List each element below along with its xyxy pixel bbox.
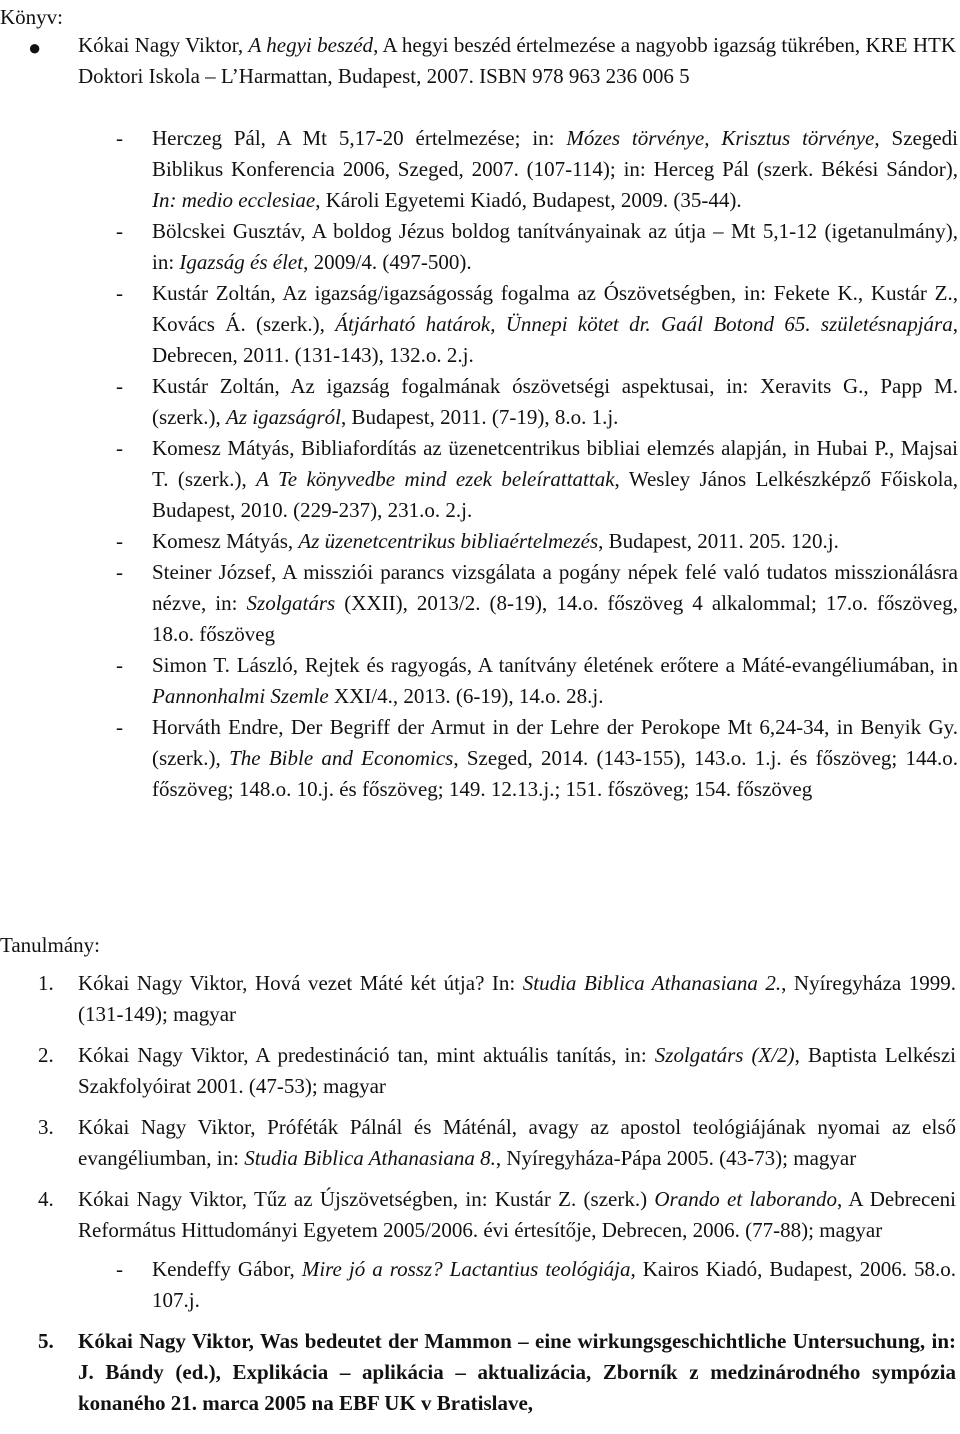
text: , Nyíregyháza 1999. (131-149); magyar — [78, 971, 956, 1026]
text: Kókai Nagy Viktor, Próféták Pálnál és Máténál, avagy az apostol teológiájának nyomai az első evangéliumban, in: — [78, 1115, 956, 1170]
title-italic: Orando et laborando — [654, 1187, 838, 1211]
list-item — [78, 371, 958, 433]
text: , Károli Egyetemi Kiadó, Budapest, 2009. (35-44). — [315, 188, 742, 212]
list-item — [78, 278, 958, 371]
title-italic: A hegyi beszéd — [248, 33, 374, 57]
text: Horváth Endre, Der Begriff der Armut in der Lehre der Perokope Mt 6,24-34, in Benyik Gy. (szerk.), — [152, 715, 958, 770]
text: Simon T. László, Rejtek és ragyogás, A tanítvány életének erőtere a Máté-evangéliumában, in — [152, 653, 958, 677]
title-italic: The Bible and Economics — [229, 746, 454, 770]
list-item — [78, 557, 958, 650]
list-item — [0, 1326, 956, 1419]
text: , Nyíregyháza-Pápa 2005. (43-73); magyar — [495, 1146, 857, 1170]
text: , Szegedi Biblikus Konferencia 2006, Szeged, 2007. (107-114); in: Herceg Pál (szerk. Békési Sándor), — [152, 126, 958, 181]
text: , 2009/4. (497-500). — [303, 250, 472, 274]
text: , A Debreceni Református Hittudományi Egyetem 2005/2006. évi értesítője, Debrecen, 2006. (77-88); magyar — [78, 1187, 957, 1242]
text: Kókai Nagy Viktor, A predestináció tan, mint aktuális tanítás, in: — [78, 1043, 655, 1067]
text: Komesz Mátyás, — [152, 529, 299, 553]
text: Komesz Mátyás, Bibliafordítás az üzenetcentrikus bibliai elemzés alapján, in Hubai P., Majsai T. (szerk.), — [152, 436, 958, 491]
list-item — [0, 1112, 956, 1174]
text: Bölcskei Gusztáv, A boldog Jézus boldog tanítványainak az útja – Mt 5,1-12 (igetanulmány), in: — [152, 219, 958, 274]
book-reference-list — [78, 123, 958, 805]
title-italic: A Te könyvedbe mind ezek beleírattattak — [256, 467, 615, 491]
text: , Budapest, 2011. 205. 120.j. — [598, 529, 839, 553]
text: , Debrecen, 2011. (131-143), 132.o. 2.j. — [152, 312, 958, 367]
list-item — [0, 1184, 956, 1316]
item-number: 2. — [38, 1043, 54, 1067]
title-italic: Szolgatárs — [246, 591, 336, 615]
item-number: 4. — [38, 1187, 54, 1211]
text: Steiner József, A missziói parancs vizsgálata a pogány népek felé való tudatos misszionálásra nézve, in: — [152, 560, 958, 615]
title-italic: Igazság és élet — [179, 250, 304, 274]
text: Kókai Nagy Viktor, Hová vezet Máté két útja? In: — [78, 971, 523, 995]
title-italic: Studia Biblica Athanasiana 8. — [244, 1146, 496, 1170]
book-heading: Könyv: — [0, 5, 63, 29]
bullet-dot-icon: ● — [28, 35, 42, 60]
list-item — [0, 1040, 956, 1102]
title-italic: Az igazságról — [226, 405, 341, 429]
list-item — [78, 433, 958, 526]
sub-list-item — [78, 1254, 956, 1316]
list-item — [78, 526, 958, 557]
text: , Budapest, 2011. (7-19), 8.o. 1.j. — [340, 405, 619, 429]
study-list — [0, 968, 956, 1429]
study-heading: Tanulmány: — [0, 933, 101, 957]
text: (XXII), 2013/2. (8-19), 14.o. főszöveg 4 alkalommal; 17.o. főszöveg, 18.o. főszöveg — [152, 591, 958, 646]
title-italic: Szolgatárs (X/2) — [654, 1043, 795, 1067]
title-italic: Átjárható határok, Ünnepi kötet dr. Gaál Botond 65. születésnapjára — [335, 312, 953, 336]
title-italic: Studia Biblica Athanasiana 2. — [522, 971, 782, 995]
list-item — [78, 650, 958, 712]
list-item — [78, 712, 958, 805]
text: Kendeffy Gábor, — [152, 1257, 302, 1281]
item-number: 3. — [38, 1115, 54, 1139]
list-item — [78, 123, 958, 216]
text: Kustár Zoltán, Az igazság/igazságosság fogalma az Ószövetségben, in: Fekete K., Kustár Z., Kovács Á. (szerk.), — [152, 281, 958, 336]
text: Herczeg Pál, A Mt 5,17-20 értelmezése; in: — [152, 126, 567, 150]
title-italic: Mózes törvénye, Krisztus törvénye — [566, 126, 875, 150]
text: Kókai Nagy Viktor, Tűz az Újszövetségben, in: Kustár Z. (szerk.) — [78, 1187, 655, 1211]
text: Kókai Nagy Viktor, — [78, 33, 249, 57]
text: Kókai Nagy Viktor, Was bedeutet der Mammon – eine wirkungsgeschichtliche Untersuchung, in: J. Bándy (ed.), Explikácia – aplikácia – aktualizácia, Zborník z medzinárodného sympózia konaného 21. marca 2005 na EBF UK v Bratislave, — [78, 1329, 956, 1415]
item-number: 1. — [38, 971, 54, 995]
list-item — [0, 968, 956, 1030]
title-italic: Mire jó a rossz? Lactantius teológiája — [301, 1257, 631, 1281]
text: XXI/4., 2013. (6-19), 14.o. 28.j. — [328, 684, 604, 708]
text: , Baptista Lelkészi Szakfolyóirat 2001. (47-53); magyar — [78, 1043, 956, 1098]
text: Kustár Zoltán, Az igazság fogalmának ószövetségi aspektusai, in: Xeravits G., Papp M. (szerk.), — [152, 374, 958, 429]
title-italic: In: medio ecclesiae — [152, 188, 316, 212]
text: , Kairos Kiadó, Budapest, 2006. 58.o. 107.j. — [152, 1257, 957, 1312]
list-item — [78, 216, 958, 278]
book-main-entry — [78, 30, 956, 92]
text: , A hegyi beszéd értelmezése a nagyobb igazság tükrében, KRE HTK Doktori Iskola – L’Harmattan, Budapest, 2007. ISBN 978 963 236 006 5 — [78, 33, 956, 88]
title-italic: Az üzenetcentrikus bibliaértelmezés — [298, 529, 599, 553]
text: , Wesley János Lelkészképző Főiskola, Budapest, 2010. (229-237), 231.o. 2.j. — [152, 467, 959, 522]
item-number: 5. — [38, 1329, 54, 1353]
text: , Szeged, 2014. (143-155), 143.o. 1.j. és főszöveg; 144.o. főszöveg; 148.o. 10.j. és főszöveg; 149. 12.13.j.; 151. főszöveg; 154. főszöveg — [152, 746, 958, 801]
title-italic: Pannonhalmi Szemle — [152, 684, 329, 708]
